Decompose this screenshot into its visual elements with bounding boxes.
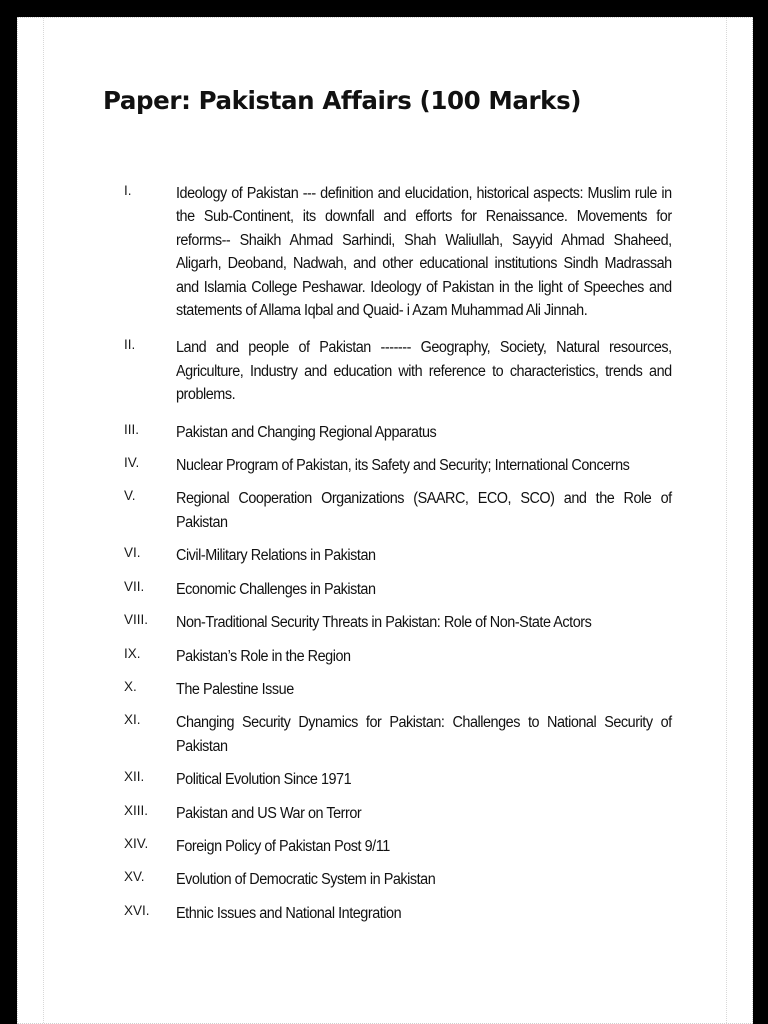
item-text: Civil-Military Relations in Pakistan: [176, 547, 376, 565]
item-text: The Palestine Issue: [176, 680, 294, 698]
item-number: XVI.: [124, 902, 150, 918]
item-text: Evolution of Democratic System in Pakistan: [176, 871, 436, 889]
item-number: VI.: [124, 545, 141, 561]
list-item: [18, 902, 754, 925]
list-item: [18, 835, 754, 858]
list-item: [18, 645, 754, 668]
list-item: [18, 611, 754, 634]
list-item: [18, 768, 754, 791]
item-text: Ethnic Issues and National Integration: [176, 904, 402, 922]
list-item: [18, 802, 754, 825]
list-item: [18, 544, 754, 567]
item-number: VIII.: [124, 612, 149, 628]
item-text: Land and people of Pakistan ------- Geography, Society, Natural resources, Agriculture, Industry and education with reference to characteristics, trends and problems.: [176, 339, 672, 404]
item-number: II.: [124, 337, 136, 353]
list-item: [18, 711, 754, 758]
item-number: IX.: [124, 645, 141, 661]
item-number: I.: [124, 183, 132, 198]
item-number: XI.: [124, 712, 141, 728]
item-text: Regional Cooperation Organizations (SAARC, ECO, SCO) and the Role of Pakistan: [176, 490, 672, 531]
item-text: Foreign Policy of Pakistan Post 9/11: [176, 837, 390, 855]
list-item: [18, 868, 754, 891]
item-text: Non-Traditional Security Threats in Pakistan: Role of Non-State Actors: [176, 614, 592, 632]
item-text: Changing Security Dynamics for Pakistan: Challenges to National Security of Pakistan: [176, 714, 672, 755]
item-text: Economic Challenges in Pakistan: [176, 580, 376, 598]
list-item: [18, 336, 754, 406]
list-item: [18, 578, 754, 601]
item-number: X.: [124, 678, 137, 694]
item-number: V.: [124, 488, 136, 504]
item-text: Pakistan’s Role in the Region: [176, 647, 351, 665]
page-title: Paper: Pakistan Affairs (100 Marks): [103, 86, 582, 115]
item-number: IV.: [124, 455, 140, 471]
item-text: Ideology of Pakistan --- definition and elucidation, historical aspects: Muslim rule in the Sub-Continent, its downfall and efforts for Renaissance. Movements for reforms-- Shaikh Ahmad Sarhindi, Shah Waliullah, Sayyid Ahmad Shaheed, Aligarh, Deoband, Nadwah, and other educational institutions Sindh Madrassah and Islamia College Peshawar. Ideology of Pakistan in the light of Speeches and statements of Allama Iqbal and Quaid- i Azam Muhammad Ali Jinnah.: [176, 185, 672, 320]
item-text: Pakistan and Changing Regional Apparatus: [176, 423, 437, 441]
item-number: III.: [124, 421, 140, 437]
document-page: [17, 17, 753, 1024]
item-text: Political Evolution Since 1971: [176, 771, 352, 789]
item-number: VII.: [124, 578, 145, 594]
list-item: [18, 421, 754, 444]
item-text: Nuclear Program of Pakistan, its Safety and Security; International Concerns: [176, 457, 630, 475]
item-number: XV.: [124, 869, 145, 885]
list-item: [18, 678, 754, 701]
list-item: [18, 182, 754, 322]
item-number: XII.: [124, 769, 145, 785]
item-number: XIII.: [124, 802, 149, 818]
item-text: Pakistan and US War on Terror: [176, 804, 362, 822]
list-item: [18, 454, 754, 477]
list-item: [18, 487, 754, 534]
syllabus-list: [18, 182, 754, 935]
item-number: XIV.: [124, 835, 149, 851]
